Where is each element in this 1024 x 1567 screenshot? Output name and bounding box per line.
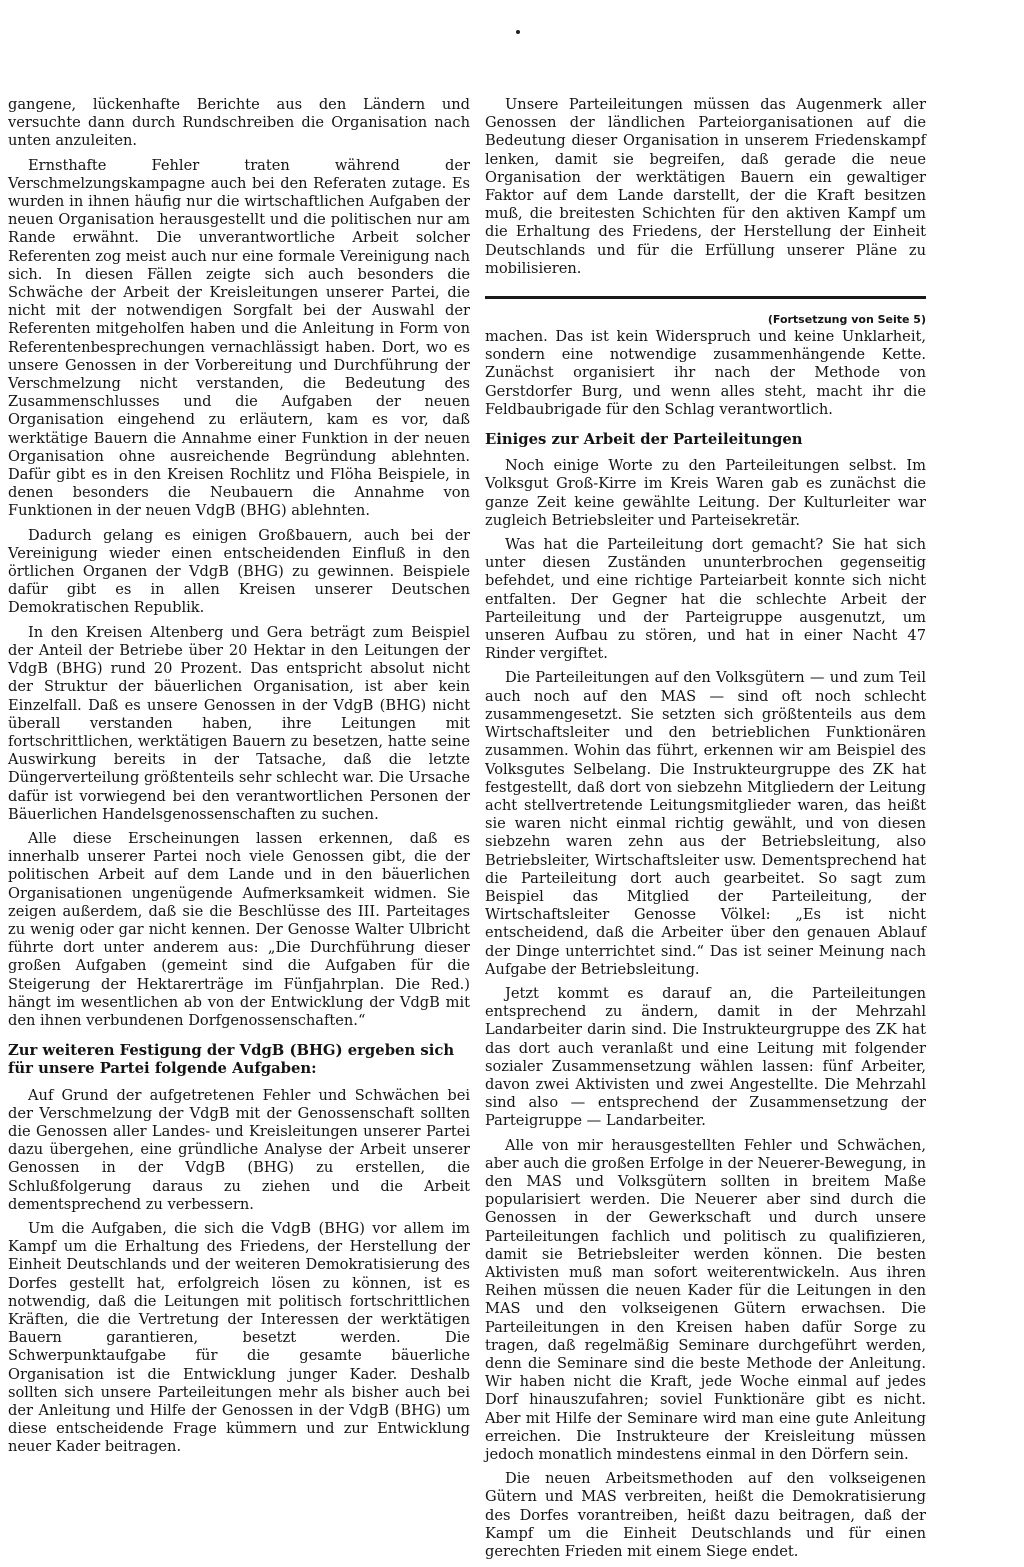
section-heading: Einiges zur Arbeit der Parteileitungen [485,431,803,449]
page-mark [516,30,520,34]
paragraph: Dadurch gelang es einigen Großbauern, auch bei der Vereinigung wieder einen entscheidenden Einfluß in den örtlichen Organen der VdgB (BHG) zu gewinnen. Beispiele dafür gibt es in allen Kreisen unserer Deutschen Demokratischen Republik. [8,526,470,617]
continuation-note: (Fortsetzung von Seite 5) [767,313,926,327]
paragraph: Die Parteileitungen auf den Volksgütern — und zum Teil auch noch auf den MAS — sind oft noch schlecht zusammengesetzt. Sie setzten sich größtenteils aus dem Wirtschaftsleiter und den betrieblichen Funktionären zusammen. Wohin das führt, erkennen wir am Beispiel des Volksgutes Selbelang. Die Instrukteurgruppe des ZK hat festgestellt, daß dort von siebzehn Mitgliedern der Leitung acht stellvertretende Leitungsmitglieder waren, das heißt sie waren nicht einmal richtig gewählt, und von diesen siebzehn waren zehn aus der Betriebsleitung, also Betriebsleiter, Wirtschaftsleiter usw. Dementsprechend hat die Parteileitung dort auch gearbeitet. So sagt zum Beispiel das Mitglied der Parteileitung, der Wirtschaftsleiter Genosse Völkel: „Es ist nicht entscheidend, daß die Arbeiter über den genauen Ablauf der Dinge unterrichtet sind.“ Das ist seiner Meinung nach Aufgabe der Betriebsleitung. [485,669,926,978]
paragraph: Was hat die Parteileitung dort gemacht? Sie hat sich unter diesen Zuständen ununterbrochen gegenseitig befehdet, und eine richtige Parteiarbeit konnte sich nicht entfalten. Der Gegner hat die schlechte Arbeit der Parteileitung und der Parteigruppe ausgenutzt, um unseren Aufbau zu stören, und hat in einer Nacht 47 Rinder vergiftet. [485,536,926,663]
paragraph: Unsere Parteileitungen müssen das Augenmerk aller Genossen der ländlichen Parteiorganisationen auf die Bedeutung dieser Organisation in unserem Friedenskampf lenken, damit sie begreifen, daß gerade die neue Organisation der werktätigen Bauern ein gewaltiger Faktor auf dem Lande darstellt, der die Kraft besitzen muß, die breitesten Schichten für den aktiven Kampf um die Erhaltung des Friedens, der Herstellung der Einheit Deutschlands und für die Erfüllung unserer Pläne zu mobilisieren. [485,96,926,277]
paragraph: Um die Aufgaben, die sich die VdgB (BHG) vor allem im Kampf um die Erhaltung des Friedens, der Herstellung der Einheit Deutschlands und der weiteren Demokratisierung des Dorfes gestellt hat, erfolgreich lösen zu können, ist es notwendig, daß die Leitungen mit politisch fortschrittlichen Kräften, die die Vertretung der Interessen der werktätigen Bauern garantieren, besetzt werden. Die Schwerpunktaufgabe für die gesamte bäuerliche Organisation ist die Entwicklung junger Kader. Deshalb sollten sich unsere Parteileitungen mehr als bisher auch bei der Anleitung und Hilfe der Genossen in der VdgB (BHG) um diese entscheidende Frage kümmern und zur Entwicklung neuer Kader beitragen. [8,1219,470,1456]
paragraph: In den Kreisen Altenberg und Gera beträgt zum Beispiel der Anteil der Betriebe über 20 Hektar in den Leitungen der VdgB (BHG) rund 20 Prozent. Das entspricht absolut nicht der Struktur der bäuerlichen Organisation, ist aber kein Einzelfall. Daß es unsere Genossen in der VdgB (BHG) nicht überall verstanden haben, ihre Leitungen mit fortschrittlichen, werktätigen Bauern zu besetzen, hatte seine Auswirkung bereits in der Tatsache, daß die letzte Düngerverteilung größtenteils sehr schlecht war. Die Ursache dafür ist vorwiegend bei den verantwortlichen Personen der Bäuerlichen Handelsgenossenschaften zu suchen. [8,623,470,823]
section-heading: Zur weiteren Festigung der VdgB (BHG) ergeben sich für unsere Partei folgende Aufgaben: [8,1042,455,1078]
paragraph: Die neuen Arbeitsmethoden auf den volkseigenen Gütern und MAS verbreiten, heißt die Demokratisierung des Dorfes vorantreiben, heißt dazu beitragen, daß der Kampf um die Einheit Deutschlands und für einen gerechten Frieden mit einem Siege endet. [485,1470,926,1561]
column-divider-rule [485,296,926,299]
paragraph: Auf Grund der aufgetretenen Fehler und Schwächen bei der Verschmelzung der VdgB mit der Genossenschaft sollten die Genossen aller Landes- und Kreisleitungen unserer Partei dazu übergehen, eine gründliche Analyse der Arbeit unserer Genossen in der VdgB (BHG) zu erstellen, die Schlußfolgerung daraus zu ziehen und die Arbeit dementsprechend zu verbessern. [8,1086,470,1213]
paragraph: gangene, lückenhafte Berichte aus den Ländern und versuchte dann durch Rundschreiben die Organisation nach unten anzuleiten. [8,96,470,150]
paragraph: Ernsthafte Fehler traten während der Verschmelzungskampagne auch bei den Referaten zutage. Es wurden in ihnen häufig nur die wirtschaftlichen Aufgaben der neuen Organisation herausgestellt und die politischen nur am Rande erwähnt. Die unverantwortliche Arbeit solcher Referenten zog meist auch nur eine formale Vereinigung nach sich. In diesen Fällen zeigte sich auch besonders die Schwäche der Arbeit der Kreisleitungen unserer Partei, die nicht mit der notwendigen Sorgfalt bei der Auswahl der Referenten mitgeholfen haben und die Anleitung in Form von Referentenbesprechungen vernachlässigt haben. Dort, wo es unsere Genossen in der Vorbereitung und Durchführung der Verschmelzung nicht verstanden, die Bedeutung des Zusammenschlusses und die Aufgaben der neuen Organisation eingehend zu erläutern, kam es vor, daß werktätige Bauern die Annahme einer Funktion in der neuen Organisation ohne ausreichende Begründung ablehnten. Dafür gibt es in den Kreisen Rochlitz und Flöha Beispiele, in denen besonders die Neubauern die Annahme von Funktionen in der neuen VdgB (BHG) ablehnten. [8,156,470,520]
paragraph: machen. Das ist kein Widerspruch und keine Unklarheit, sondern eine notwendige zusammenhängende Kette. Zunächst organisiert ihr nach der Methode von Gerstdorfer Burg, und wenn alles steht, macht ihr die Feldbaubrigade für den Schlag verantwortlich. [485,328,926,418]
paragraph: Alle von mir herausgestellten Fehler und Schwächen, aber auch die großen Erfolge in der Neuerer-Bewegung, in den MAS und Volksgütern sollten in breitem Maße popularisiert werden. Die Neuerer aber sind durch die Genossen in der Gewerkschaft und durch unsere Parteileitungen fachlich und politisch zu qualifizieren, damit sie Betriebsleiter werden können. Die besten Aktivisten muß man sofort weiterentwickeln. Aus ihren Reihen müssen die neuen Kader für die Leitungen in den MAS und den volkseigenen Gütern erwachsen. Die Parteileitungen in den Kreisen haben dafür Sorge zu tragen, daß regelmäßig Seminare durchgeführt werden, denn die Seminare sind die beste Methode der Anleitung. Wir haben nicht die Kraft, jede Woche einmal auf jedes Dorf hinauszufahren; soviel Funktionäre gibt es nicht. Aber mit Hilfe der Seminare wird man eine gute Anleitung erreichen. Die Instrukteure der Kreisleitung müssen jedoch monatlich mindestens einmal in den Dörfern sein. [485,1136,926,1464]
paragraph: Jetzt kommt es darauf an, die Parteileitungen entsprechend zu ändern, damit in der Mehrzahl Landarbeiter darin sind. Die Instrukteurgruppe des ZK hat das dort auch veranlaßt und eine Leitung mit folgender sozialer Zusammensetzung wählen lassen: fünf Arbeiter, davon zwei Aktivisten und zwei Angestellte. Die Mehrzahl sind also — entsprechend der Zusammensetzung der Parteigruppe — Landarbeiter. [485,984,926,1130]
paragraph: Noch einige Worte zu den Parteileitungen selbst. Im Volksgut Groß-Kirre im Kreis Waren gab es zunächst die ganze Zeit keine gewählte Leitung. Der Kulturleiter war zugleich Betriebsleiter und Parteisekretär. [485,457,926,529]
left-column [8,96,470,1463]
paragraph: Alle diese Erscheinungen lassen erkennen, daß es innerhalb unserer Partei noch viele Genossen gibt, die der politischen Arbeit auf dem Lande und in den bäuerlichen Organisationen ungenügende Aufmerksamkeit widmen. Sie zeigen außerdem, daß sie die Beschlüsse des III. Parteitages zu wenig oder gar nicht kennen. Der Genosse Walter Ulbricht führte dort unter anderem aus: „Die Durchführung dieser großen Aufgaben (gemeint sind die Aufgaben für die Steigerung der Hektarerträge im Fünfjahrplan. Die Red.) hängt im wesentlichen ab von der Entwicklung der VdgB mit den ihnen verbundenen Dorfgenossenschaften.“ [8,829,470,1029]
right-column [485,96,926,1567]
